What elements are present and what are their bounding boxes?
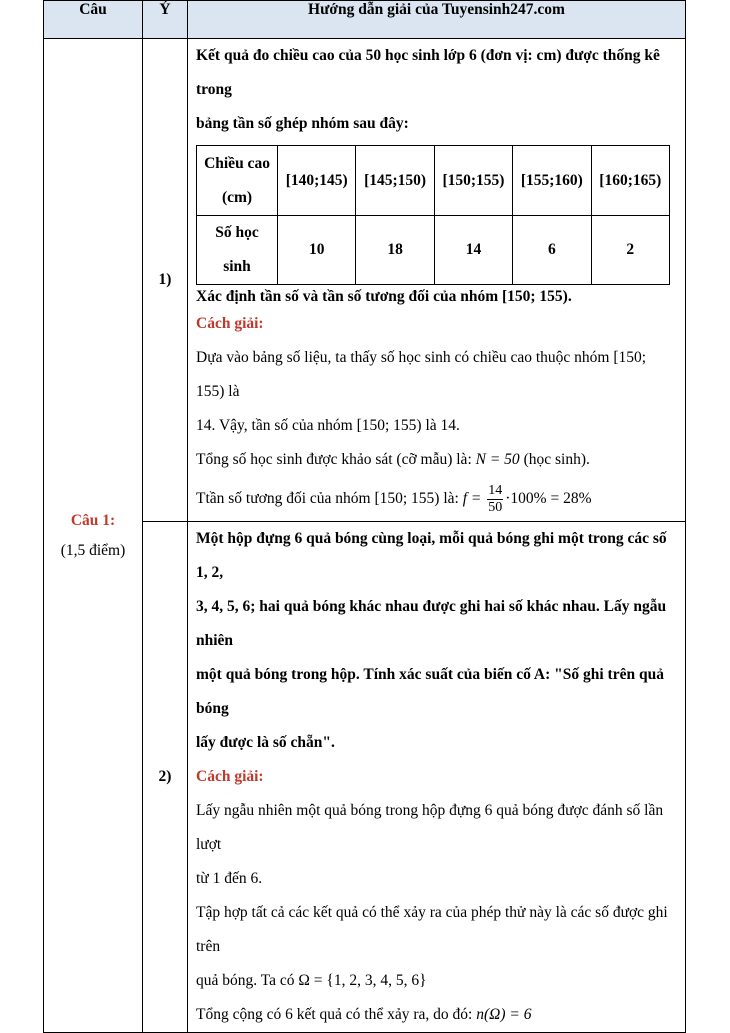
- count-label-b: sinh: [223, 258, 251, 275]
- part1-sol-line4: [196, 477, 677, 521]
- part2-prompt-line1: Một hộp đựng 6 quả bóng cùng loại, mỗi quả bóng ghi một trong các số 1, 2,: [196, 530, 667, 581]
- group-cell: [145;150): [356, 146, 434, 216]
- part1-task: Xác định tần số và tần số tương đối của nhóm [150; 155).: [196, 288, 572, 305]
- part1-sol-line4-text: Ttần số tương đối của nhóm [150; 155) là:: [196, 490, 463, 507]
- height-label: [197, 146, 278, 216]
- count-cell: 14: [434, 216, 512, 285]
- part2-content: [188, 522, 686, 1033]
- header-row: [44, 1, 686, 39]
- part1-sol-line3: [196, 443, 677, 477]
- group-cell: [155;160): [513, 146, 591, 216]
- group-cell: [150;155): [434, 146, 512, 216]
- part2-sol-line4: [196, 964, 677, 998]
- part1-sol-line1: Dựa vào bảng số liệu, ta thấy số học sinh có chiều cao thuộc nhóm [150; 155) là: [196, 349, 647, 400]
- part1-prompt-line1: Kết quả đo chiều cao của 50 học sinh lớp 6 (đơn vị: cm) được thống kê trong: [196, 47, 660, 98]
- group-cell: [160;165): [591, 146, 669, 216]
- part2-prompt-line2: 3, 4, 5, 6; hai quả bóng khác nhau được ghi hai số khác nhau. Lấy ngẫu nhiên: [196, 598, 667, 649]
- header-guide: Hướng dẫn giải của Tuyensinh247.com: [188, 1, 686, 39]
- part2-sol-line5-text: Tổng cộng có 6 kết quả có thể xảy ra, do đó:: [196, 1006, 477, 1023]
- count-cell: 2: [591, 216, 669, 285]
- count-cell: 18: [356, 216, 434, 285]
- part1-solution-label: Cách giải:: [196, 315, 264, 332]
- part1-row: [44, 39, 686, 522]
- part2-sol-line5: [196, 998, 677, 1032]
- part1-sol-line2: 14. Vậy, tần số của nhóm [150; 155) là 14.: [196, 417, 460, 434]
- fraction: [487, 483, 503, 516]
- sample-space-math: Ω = {1, 2, 3, 4, 5, 6}: [298, 972, 427, 989]
- part2-solution-label: Cách giải:: [196, 768, 264, 785]
- part1-sol-line3-text: Tổng số học sinh được khảo sát (cỡ mẫu) là:: [196, 451, 476, 468]
- part1-sol-line3-unit: (học sinh).: [519, 451, 590, 468]
- relative-frequency-result: ·100% = 28%: [505, 490, 592, 507]
- solution-table: [43, 0, 686, 1033]
- question-cell: [44, 39, 143, 1033]
- part2-prompt-line3: một quả bóng trong hộp. Tính xác suất của biến cố A: "Số ghi trên quả bóng: [196, 666, 664, 717]
- count-label-a: Số học: [215, 224, 259, 241]
- part2-label: 2): [143, 522, 188, 1033]
- question-points: (1,5 điểm): [60, 541, 126, 559]
- question-title: Câu 1:: [70, 511, 116, 529]
- part2-prompt-line4: lấy được là số chẵn".: [196, 734, 335, 751]
- count-cell: 10: [278, 216, 356, 285]
- count-cell: 6: [513, 216, 591, 285]
- height-label-a: Chiều cao: [204, 154, 270, 172]
- frequency-table-row-height: [197, 146, 670, 216]
- header-y: Ý: [143, 1, 188, 39]
- height-label-b: (cm): [221, 188, 253, 206]
- group-cell: [140;145): [278, 146, 356, 216]
- part1-content: [188, 39, 686, 522]
- sample-size-math: N = 50: [475, 451, 520, 468]
- part2-sol-line1: Lấy ngẫu nhiên một quả bóng trong hộp đựng 6 quả bóng được đánh số lần lượt: [196, 802, 664, 853]
- frequency-table: [196, 145, 670, 285]
- fraction-numerator: 14: [488, 482, 503, 498]
- frequency-table-row-count: [197, 216, 670, 285]
- part1-prompt-line2: bảng tần số ghép nhóm sau đây:: [196, 115, 409, 132]
- part2-sol-line4-text: quả bóng. Ta có: [196, 972, 299, 989]
- part2-sol-line3: Tập hợp tất cả các kết quả có thể xảy ra của phép thử này là các số được ghi trên: [196, 904, 668, 955]
- header-cau: Câu: [44, 1, 143, 39]
- part1-label: 1): [143, 39, 188, 522]
- fraction-denominator: 50: [488, 499, 503, 515]
- part2-sol-line2: từ 1 đến 6.: [196, 870, 263, 887]
- outcome-count-math: n(Ω) = 6: [476, 1006, 532, 1023]
- count-label: [197, 216, 278, 285]
- relative-frequency-symbol: f =: [462, 490, 482, 507]
